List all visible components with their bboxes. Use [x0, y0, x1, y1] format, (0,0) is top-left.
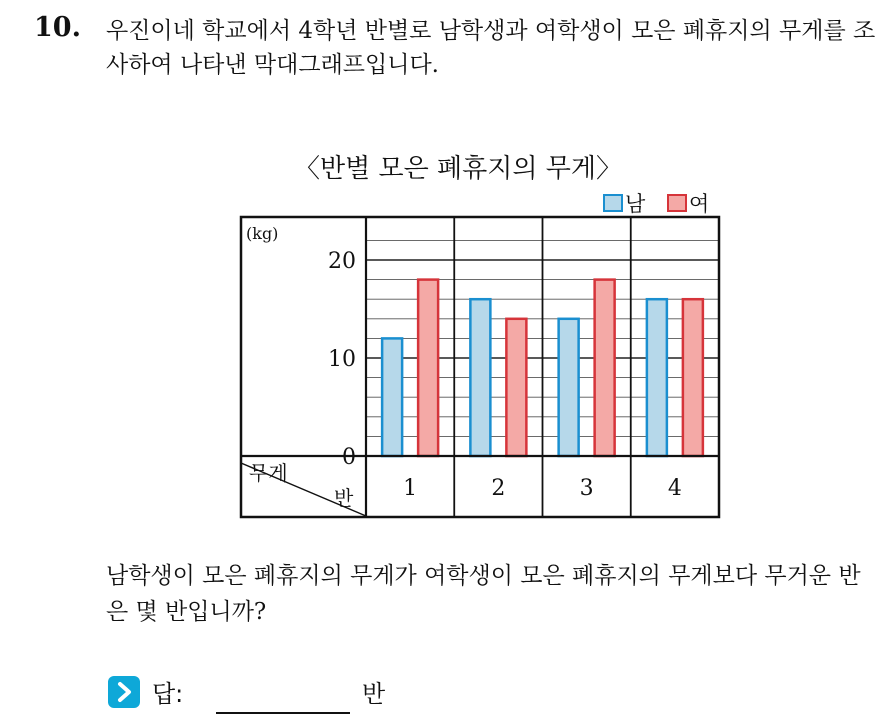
bar: [418, 280, 438, 456]
legend-label: 남: [625, 192, 646, 216]
row-label-class: 반: [334, 486, 354, 510]
bar-chart: [236, 145, 736, 525]
legend-label: 여: [689, 192, 710, 216]
x-tick-label: 3: [579, 476, 594, 501]
question-prompt: 남학생이 모은 폐휴지의 무게가 여학생이 모은 폐휴지의 무게보다 무거운 반은 몇 반입니까?: [106, 563, 861, 625]
bar: [647, 299, 667, 456]
legend-swatch: [668, 195, 686, 211]
bar: [506, 319, 526, 456]
question-number: 10.: [34, 12, 81, 43]
chart-labels: [246, 224, 682, 510]
bar: [683, 299, 703, 456]
bar: [470, 299, 490, 456]
answer-label: 답:: [152, 680, 184, 708]
bar: [382, 338, 402, 456]
legend-swatch: [604, 195, 622, 211]
y-tick-label: 10: [328, 347, 356, 372]
chart-legend: [604, 192, 709, 216]
bar: [559, 319, 579, 456]
bar: [595, 280, 615, 456]
y-tick-label: 0: [342, 445, 356, 470]
unit-label: (kg): [246, 224, 279, 243]
answer-blank[interactable]: [216, 712, 350, 714]
question-text: 우진이네 학교에서 4학년 반별로 남학생과 여학생이 모은 폐휴지의 무게를 조사하여 나타낸 막대그래프입니다.: [106, 18, 876, 78]
chart-title: 〈반별 모은 폐휴지의 무게〉: [294, 154, 622, 184]
answer-unit: 반: [362, 680, 386, 708]
y-tick-label: 20: [328, 249, 356, 274]
row-label-weight: 무게: [249, 461, 288, 485]
x-tick-label: 2: [491, 476, 506, 501]
x-tick-label: 4: [667, 476, 682, 501]
x-tick-label: 1: [403, 476, 418, 501]
chevron-right-icon: [108, 676, 140, 708]
